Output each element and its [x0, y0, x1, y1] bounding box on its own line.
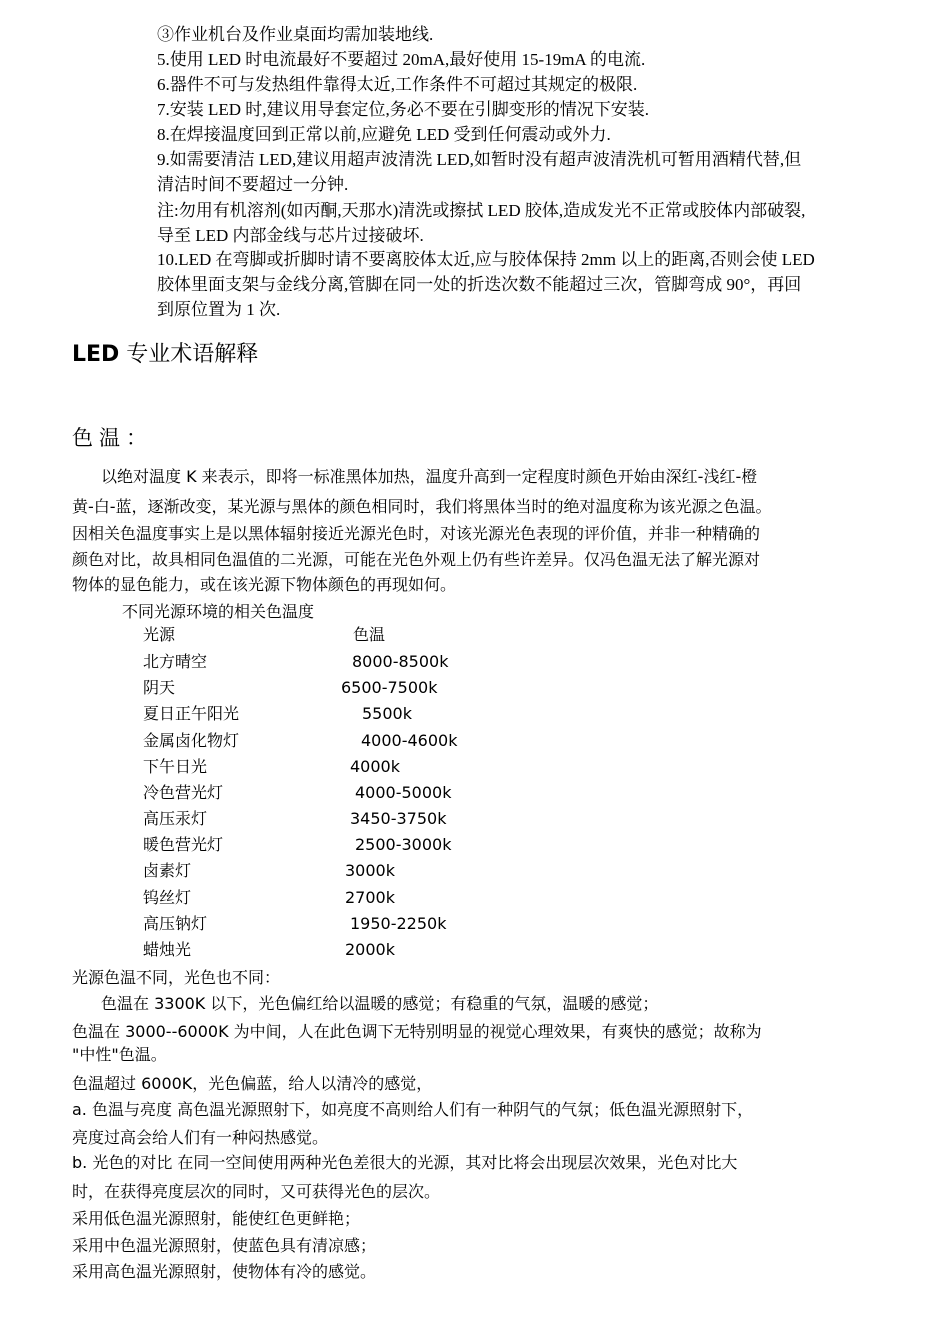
section-heading-prefix: LED [72, 342, 120, 367]
effects-line: 采用中色温光源照射，使蓝色具有清凉感； [72, 1236, 377, 1255]
table-cell-source: 金属卤化物灯 [143, 731, 240, 750]
table-cell-temperature: 1950-2250k [350, 914, 447, 933]
paragraph-line: 物体的显色能力，或在该光源下物体颜色的再现如何。 [72, 575, 457, 594]
table-row [0, 806, 950, 832]
paragraph-line: 黄-白-蓝，逐渐改变，某光源与黑体的颜色相同时，我们将黑体当时的绝对温度称为该光源之色温。 [72, 497, 772, 516]
table-cell-source: 蜡烛光 [143, 940, 192, 959]
note-line: 6.器件不可与发热组件靠得太近,工作条件不可超过其规定的极限. [157, 75, 638, 94]
table-header-row [0, 622, 950, 648]
table-row [0, 754, 950, 780]
table-row [0, 885, 950, 911]
note-line: 7.安装 LED 时,建议用导套定位,务必不要在引脚变形的情况下安装. [157, 100, 650, 119]
paragraph-line: 颜色对比，故具相同色温值的二光源，可能在光色外观上仍有些许差异。仅冯色温无法了解光源对 [72, 550, 761, 569]
table-cell-temperature: 8000-8500k [352, 652, 449, 671]
table-row [0, 937, 950, 963]
table-cell-source: 下午日光 [143, 757, 208, 776]
table-cell-temperature: 4000k [350, 757, 400, 776]
table-cell-source: 高压汞灯 [143, 809, 208, 828]
table-row [0, 911, 950, 937]
effects-line: 采用低色温光源照射，能使红色更鲜艳； [72, 1209, 361, 1228]
section-heading-text: 专业术语解释 [119, 342, 259, 367]
effects-line: "中性"色温。 [72, 1045, 167, 1064]
table-cell-source: 夏日正午阳光 [143, 704, 240, 723]
note-line: 9.如需要清洁 LED,建议用超声波清洗 LED,如暂时没有超声波清洗机可暂用酒精代替,但 [157, 150, 802, 169]
table-row [0, 858, 950, 884]
subheading-color-temperature: 色温： [72, 426, 153, 450]
table-cell-source: 钨丝灯 [143, 888, 192, 907]
table-cell-temperature: 3450-3750k [350, 809, 447, 828]
effects-line: 色温在 3000--6000K 为中间，人在此色调下无特别明显的视觉心理效果，有爽快的感觉；故称为 [72, 1022, 762, 1041]
effects-line: 采用高色温光源照射，使物体有冷的感觉。 [72, 1262, 377, 1281]
note-line: 8.在焊接温度回到正常以前,应避免 LED 受到任何震动或外力. [157, 125, 611, 144]
table-cell-temperature: 2500-3000k [355, 835, 452, 854]
table-cell-source: 北方晴空 [143, 652, 208, 671]
table-row [0, 780, 950, 806]
table-row [0, 728, 950, 754]
note-line: 5.使用 LED 时电流最好不要超过 20mA,最好使用 15-19mA 的电流. [157, 50, 646, 69]
table-cell-source: 高压钠灯 [143, 914, 208, 933]
effects-line: 光源色温不同，光色也不同： [72, 968, 281, 987]
note-line: 10.LED 在弯脚或折脚时请不要离胶体太近,应与胶体保持 2mm 以上的距离,否则会使 LED [157, 250, 815, 269]
table-header-source: 光源 [143, 625, 176, 644]
note-line: 导至 LED 内部金线与芯片过接破坏. [157, 226, 424, 245]
table-cell-temperature: 3000k [345, 861, 395, 880]
paragraph-line: 以绝对温度 K 来表示，即将一标准黑体加热，温度升高到一定程度时颜色开始由深红-浅红-橙 [101, 467, 758, 486]
effects-line: 色温在 3300K 以下，光色偏红给以温暖的感觉；有稳重的气氛，温暖的感觉； [101, 994, 659, 1013]
table-cell-temperature: 4000-4600k [361, 731, 458, 750]
paragraph-line: 因相关色温度事实上是以黑体辐射接近光源光色时，对该光源光色表现的评价值，并非一种精确的 [72, 524, 761, 543]
table-cell-temperature: 6500-7500k [341, 678, 438, 697]
table-cell-source: 暖色营光灯 [143, 835, 224, 854]
note-line: ③作业机台及作业桌面均需加装地线. [157, 25, 434, 44]
effects-line: a. 色温与亮度 高色温光源照射下，如亮度不高则给人们有一种阴气的气氛；低色温光源照射下， [72, 1100, 754, 1119]
effects-line: 色温超过 6000K，光色偏蓝，给人以清冷的感觉， [72, 1074, 433, 1093]
table-title: 不同光源环境的相关色温度 [122, 602, 315, 621]
note-line: 胶体里面支架与金线分离,管脚在同一处的折迭次数不能超过三次，管脚弯成 90°，再回 [157, 275, 802, 294]
table-cell-source: 卤素灯 [143, 861, 192, 880]
effects-line: b. 光色的对比 在同一空间使用两种光色差很大的光源，其对比将会出现层次效果，光色对比大 [72, 1153, 738, 1172]
note-line: 清洁时间不要超过一分钟. [157, 175, 349, 194]
table-row [0, 675, 950, 701]
table-header-temperature: 色温 [353, 625, 386, 644]
table-row [0, 832, 950, 858]
effects-line: 时，在获得亮度层次的同时，又可获得光色的层次。 [72, 1182, 441, 1201]
effects-line: 亮度过高会给人们有一种闷热感觉。 [72, 1128, 329, 1147]
table-cell-temperature: 5500k [362, 704, 412, 723]
table-row [0, 649, 950, 675]
table-cell-source: 阴天 [143, 678, 176, 697]
table-row [0, 701, 950, 727]
note-line: 到原位置为 1 次. [157, 300, 281, 319]
table-cell-temperature: 4000-5000k [355, 783, 452, 802]
note-line: 注:勿用有机溶剂(如丙酮,天那水)清洗或擦拭 LED 胶体,造成发光不正常或胶体内部破裂, [157, 201, 806, 220]
table-cell-temperature: 2700k [345, 888, 395, 907]
section-heading [72, 340, 258, 370]
table-cell-temperature: 2000k [345, 940, 395, 959]
table-cell-source: 冷色营光灯 [143, 783, 224, 802]
